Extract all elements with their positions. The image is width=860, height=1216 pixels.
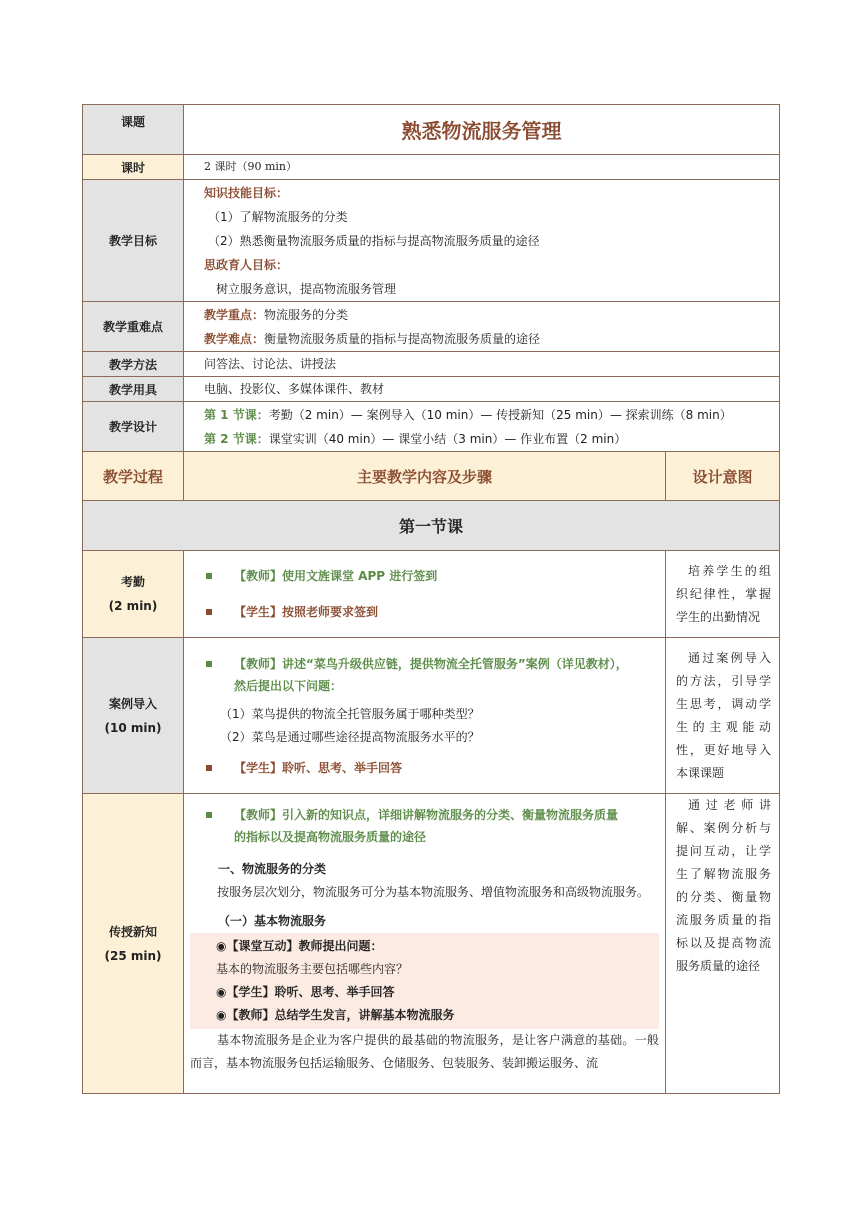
knowledge-item: （1）了解物流服务的分类 (208, 209, 348, 224)
section-heading-1: 一、物流服务的分类 (218, 862, 327, 876)
difficult-tag: 教学难点： (204, 331, 265, 346)
ideology-heading: 思政育人目标： (204, 257, 289, 272)
knowledge-item: （2）熟悉衡量物流服务质量的指标与提高物流服务质量的途径 (208, 233, 540, 248)
header-content: 主要教学内容及步骤 (184, 452, 666, 501)
key-tag: 教学重点： (204, 307, 265, 322)
knowledge-teacher-line1: 【教师】引入新的知识点，详细讲解物流服务的分类、衡量物流服务质量 (234, 808, 619, 822)
page-title: 熟悉物流服务管理 (184, 105, 780, 155)
objectives-label: 教学目标 (83, 180, 184, 302)
topic-label: 课题 (83, 105, 184, 155)
keypoints-cell (184, 302, 780, 352)
case-question: （2）菜鸟是通过哪些途径提高物流服务水平的？ (220, 729, 480, 744)
box-line-3: ◉【学生】聆听、思考、举手回答 (216, 985, 395, 999)
case-question: （1）菜鸟提供的物流全托管服务属于哪种类型？ (220, 706, 480, 721)
knowledge-label-cell (83, 794, 184, 1094)
tools-value: 电脑、投影仪、多媒体课件、教材 (184, 377, 780, 402)
attendance-time: (2 min) (108, 599, 158, 613)
key-text: 物流服务的分类 (264, 307, 349, 322)
lesson-plan-table (82, 104, 780, 1094)
case-content (184, 638, 666, 794)
bullet-square-icon (206, 812, 212, 818)
knowledge-intent: 通过老师讲解、案例分析与提问互动，让学生了解物流服务的分类、衡量物流服务质量的指标以及提高物流服务质量的途径 (666, 794, 780, 1094)
hours-value: 2 课时（90 min） (184, 155, 780, 180)
attendance-intent: 培养学生的组织纪律性，掌握学生的出勤情况 (666, 551, 780, 638)
case-label-cell (83, 638, 184, 794)
lesson1-text: 考勤（2 min）— 案例导入（10 min）— 传授新知（25 min）— 探索训练（8 min） (268, 407, 732, 422)
paragraph-2: 基本物流服务是企业为客户提供的最基础的物流服务，是让客户满意的基础。一般而言，基本物流服务包括运输服务、仓储服务、包装服务、装卸搬运服务、流 (190, 1033, 659, 1070)
box-line-1: ◉【课堂互动】教师提出问题： (216, 939, 383, 953)
knowledge-time: (25 min) (104, 948, 162, 963)
bullet-square-icon (206, 573, 212, 579)
box-line-2: 基本的物流服务主要包括哪些内容？ (216, 962, 409, 976)
lesson2-tag: 第 2 节课： (204, 431, 269, 446)
attendance-teacher: 【教师】使用文旌课堂 APP 进行签到 (234, 569, 438, 583)
case-label: 案例导入 (108, 696, 157, 711)
case-intent: 通过案例导入的方法，引导学生思考，调动学生的主观能动性，更好地导入本课课题 (666, 638, 780, 794)
methods-value: 问答法、讨论法、讲授法 (184, 352, 780, 377)
lesson2-text: 课堂实训（40 min）— 课堂小结（3 min）— 作业布置（2 min） (268, 431, 627, 446)
methods-label: 教学方法 (83, 352, 184, 377)
header-process: 教学过程 (83, 452, 184, 501)
lesson1-tag: 第 1 节课： (204, 407, 269, 422)
attendance-student: 【学生】按照老师要求签到 (234, 605, 379, 619)
knowledge-heading: 知识技能目标： (204, 185, 289, 200)
section-heading-2: （一）基本物流服务 (218, 914, 327, 928)
difficult-text: 衡量物流服务质量的指标与提高物流服务质量的途径 (264, 331, 541, 346)
design-label: 教学设计 (83, 402, 184, 452)
tools-label: 教学用具 (83, 377, 184, 402)
bullet-square-icon (206, 765, 212, 771)
knowledge-content (184, 794, 666, 1094)
box-line-4: ◉【教师】总结学生发言，讲解基本物流服务 (216, 1008, 455, 1022)
paragraph-1: 按服务层次划分，物流服务可分为基本物流服务、增值物流服务和高级物流服务。 (217, 885, 650, 899)
case-time: (10 min) (104, 720, 162, 735)
case-teacher-line2: 然后提出以下问题： (234, 678, 343, 693)
case-teacher-line1: 【教师】讲述“菜鸟升级供应链，提供物流全托管服务”案例（详见教材）， (234, 656, 628, 671)
design-cell (184, 402, 780, 452)
bullet-square-icon (206, 661, 212, 667)
bullet-square-icon (206, 609, 212, 615)
interaction-box (190, 933, 659, 1029)
ideology-item: 树立服务意识，提高物流服务管理 (216, 281, 397, 296)
section-title: 第一节课 (83, 501, 780, 551)
knowledge-teacher-line2: 的指标以及提高物流服务质量的途径 (234, 830, 427, 844)
attendance-label-cell (83, 551, 184, 638)
case-student: 【学生】聆听、思考、举手回答 (234, 760, 403, 775)
objectives-cell (184, 180, 780, 302)
attendance-label: 考勤 (120, 575, 145, 589)
attendance-content (184, 551, 666, 638)
header-intent: 设计意图 (666, 452, 780, 501)
hours-label: 课时 (83, 155, 184, 180)
keypoints-label: 教学重难点 (83, 302, 184, 352)
knowledge-label: 传授新知 (108, 924, 157, 939)
